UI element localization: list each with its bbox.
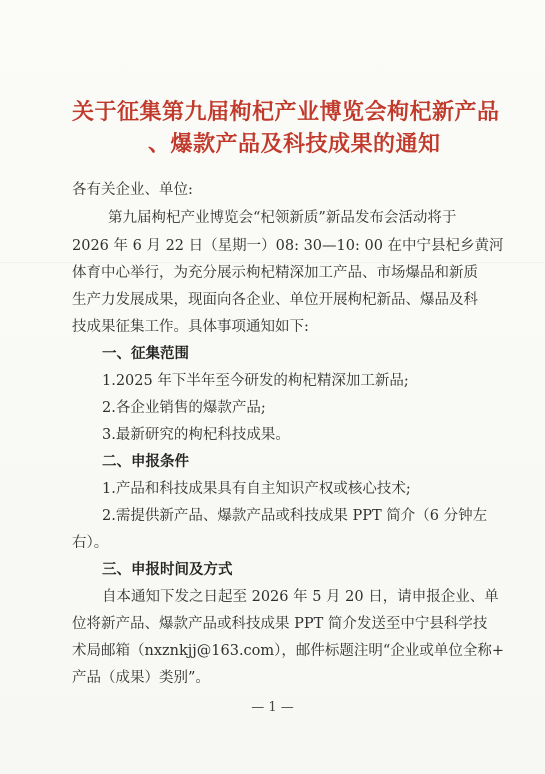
document-title-line-2: 、爆款产品及科技成果的通知 <box>148 131 441 157</box>
intro-line: 技成果征集工作。具体事项通知如下: <box>72 319 309 335</box>
body-line: 位将新产品、爆款产品或科技成果 PPT 简介发送至中宁县科学技 <box>72 616 488 632</box>
list-item: 3.最新研究的枸杞科技成果。 <box>102 427 290 443</box>
body-line: 自本通知下发之日起至 2026 年 5 月 20 日，请申报企业、单 <box>102 589 499 605</box>
intro-line: 生产力发展成果，现面向各企业、单位开展枸杞新品、爆品及科 <box>72 292 478 308</box>
list-item: 1.2025 年下半年至今研发的枸杞精深加工新品; <box>102 373 409 389</box>
body-line: 术局邮箱（nxznkjj@163.com），邮件标题注明“企业或单位全称+ <box>72 643 504 659</box>
section-heading-scope: 一、征集范围 <box>102 346 189 362</box>
list-item: 2.各企业销售的爆款产品; <box>102 400 266 416</box>
section-heading-conditions: 二、申报条件 <box>102 454 189 470</box>
list-item: 1.产品和科技成果具有自主知识产权或核心技术; <box>102 481 411 497</box>
page-number: — 1 — <box>251 700 294 715</box>
salutation: 各有关企业、单位: <box>72 182 193 198</box>
intro-line: 2026 年 6 月 22 日（星期一）08: 30—10: 00 在中宁县杞乡黄河 <box>72 238 504 254</box>
intro-line: 体育中心举行，为充分展示枸杞精深加工产品、市场爆品和新质 <box>72 265 478 281</box>
intro-line: 第九届枸杞产业博览会“杞领新质”新品发布会活动将于 <box>108 210 457 226</box>
document-title-line-1: 关于征集第九届枸杞产业博览会枸杞新产品 <box>72 99 500 125</box>
list-item: 右）。 <box>72 535 109 551</box>
body-line: 产品（成果）类别”。 <box>72 670 210 686</box>
section-heading-time-method: 三、申报时间及方式 <box>102 562 233 578</box>
list-item: 2.需提供新产品、爆款产品或科技成果 PPT 简介（6 分钟左 <box>102 508 488 524</box>
